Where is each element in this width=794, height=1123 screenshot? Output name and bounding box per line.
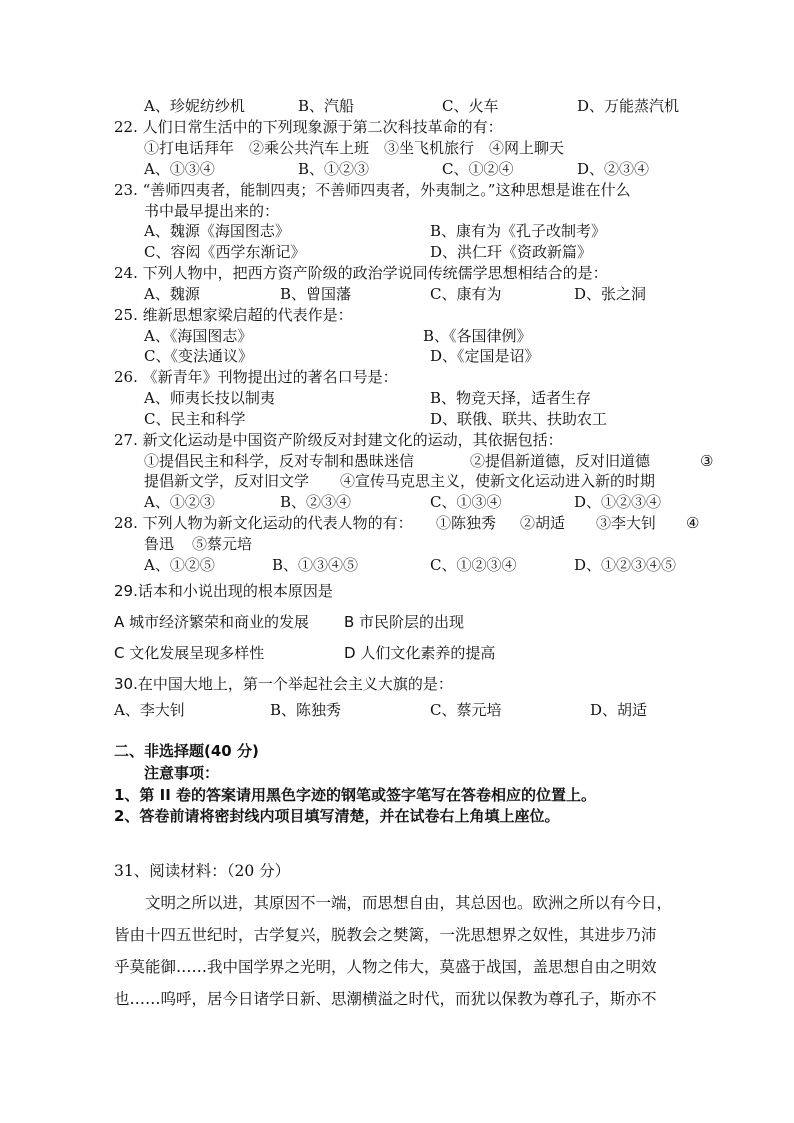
q27-stem: 27. 新文化运动是中国资产阶级反对封建文化的运动，其依据包括： [114, 431, 563, 449]
part2-note-2: 2、答卷前请将密封线内项目填写清楚，并在试卷右上角填上座位。 [114, 807, 560, 825]
q22-stem: 22. 人们日常生活中的下列现象源于第二次科技革命的有： [114, 118, 503, 136]
q24-option-a: A、魏源 [144, 285, 200, 303]
part2-title: 二、非选择题(40 分) [114, 742, 259, 760]
q28-item-4-marker: ④ [686, 514, 700, 532]
q27-option-c: C、①③④ [430, 493, 502, 511]
part2-note-1: 1、第 II 卷的答案请用黑色字迹的钢笔或签字笔写在答卷相应的位置上。 [114, 786, 597, 804]
q24-stem: 24. 下列人物中，把西方资产阶级的政治学说同传统儒学思想相结合的是： [114, 264, 608, 282]
q27-item-4: ④宣传马克思主义，使新文化运动进入新的时期 [340, 472, 656, 490]
q29-option-a: A 城市经济繁荣和商业的发展 [114, 613, 310, 631]
q30-option-a: A、李大钊 [114, 701, 185, 719]
q31-passage-line-1: 文明之所以进，其原因不一端，而思想自由，其总因也。欧洲之所以有今日， [114, 894, 673, 912]
q30-option-d: D、胡适 [590, 701, 648, 719]
q24-option-b: B、曾国藩 [280, 285, 352, 303]
q28-item-1: ①陈独秀 [436, 514, 497, 532]
q30-option-b: B、陈独秀 [270, 701, 342, 719]
q28-option-b: B、①③④⑤ [272, 556, 359, 574]
q27-item-3: 提倡新文学，反对旧文学 [144, 472, 310, 490]
q26-option-b: B、物竞天择，适者生存 [430, 389, 592, 407]
q26-option-c: C、民主和科学 [144, 410, 246, 428]
q29-stem: 29.话本和小说出现的根本原因是 [114, 582, 333, 600]
q22-items: ①打电话拜年 ②乘公共汽车上班 ③坐飞机旅行 ④网上聊天 [144, 139, 565, 157]
q25-option-a: A、《海国图志》 [144, 327, 253, 345]
q23-option-c: C、容闳《西学东渐记》 [144, 243, 306, 261]
q29-option-d: D 人们文化素养的提高 [344, 644, 496, 662]
q22-option-b: B、①②③ [298, 160, 370, 178]
q23-option-a: A、魏源《海国图志》 [144, 222, 290, 240]
q30-stem: 30.在中国大地上，第一个举起社会主义大旗的是： [114, 675, 453, 693]
q25-option-c: C、《变法通议》 [144, 347, 253, 365]
q27-option-a: A、①②③ [144, 493, 215, 511]
q21-option-a: A、珍妮纺纱机 [144, 97, 245, 115]
q28-option-d: D、①②③④⑤ [574, 556, 677, 574]
q31-stem: 31、阅读材料：（20 分） [114, 862, 291, 880]
q28-item-4: 鲁迅 [144, 535, 175, 553]
q23-stem-2: 书中最早提出来的： [144, 202, 280, 220]
q28-item-5: ⑤蔡元培 [192, 535, 253, 553]
q28-stem: 28. 下列人物为新文化运动的代表人物的有： [114, 514, 413, 532]
q27-option-b: B、②③④ [280, 493, 352, 511]
q21-option-d: D、万能蒸汽机 [577, 97, 680, 115]
q25-stem: 25. 维新思想家梁启超的代表作是： [114, 306, 353, 324]
q31-passage-line-4: 也……呜呼，居今日诸学日新、思潮横溢之时代，而犹以保教为尊孔子，斯亦不 [114, 990, 657, 1008]
q28-item-3: ③李大钊 [596, 514, 657, 532]
q27-item-1: ①提倡民主和科学，反对专制和愚昧迷信 [144, 452, 415, 470]
q24-option-d: D、张之洞 [574, 285, 647, 303]
q27-item-3-marker: ③ [700, 452, 714, 470]
q29-option-b: B 市民阶层的出现 [344, 613, 465, 631]
q22-option-d: D、②③④ [577, 160, 650, 178]
q25-option-d: D、《定国是诏》 [430, 347, 540, 365]
q28-option-c: C、①②③④ [430, 556, 517, 574]
q24-option-c: C、康有为 [430, 285, 502, 303]
q28-option-a: A、①②⑤ [144, 556, 215, 574]
q26-option-a: A、师夷长技以制夷 [144, 389, 275, 407]
q22-option-c: C、①②④ [442, 160, 514, 178]
q26-stem: 26. 《新青年》刊物提出过的著名口号是： [114, 368, 398, 386]
q23-stem-1: 23. “善师四夷者，能制四夷；不善师四夷者，外夷制之。”这种思想是谁在什么 [114, 181, 631, 199]
q21-option-b: B、汽船 [298, 97, 355, 115]
q21-option-c: C、火车 [442, 97, 499, 115]
q22-option-a: A、①③④ [144, 160, 215, 178]
q25-option-b: B、《各国律例》 [423, 327, 532, 345]
q23-option-b: B、康有为《孔子改制考》 [430, 222, 607, 240]
q31-passage-line-3: 乎莫能御……我中国学界之光明，人物之伟大，莫盛于战国，盖思想自由之明效 [114, 958, 657, 976]
q23-option-d: D、洪仁玕《资政新篇》 [430, 243, 593, 261]
q29-option-c: C 文化发展呈现多样性 [114, 644, 265, 662]
q30-option-c: C、蔡元培 [430, 701, 502, 719]
part2-notice: 注意事项： [144, 764, 220, 782]
q27-option-d: D、①②③④ [574, 493, 662, 511]
q27-item-2: ②提倡新道德，反对旧道德 [470, 452, 651, 470]
q26-option-d: D、联俄、联共、扶助农工 [430, 410, 608, 428]
q28-item-2: ②胡适 [520, 514, 566, 532]
q31-passage-line-2: 皆由十四五世纪时，古学复兴，脱教会之樊篱，一洗思想界之奴性，其进步乃沛 [114, 926, 657, 944]
